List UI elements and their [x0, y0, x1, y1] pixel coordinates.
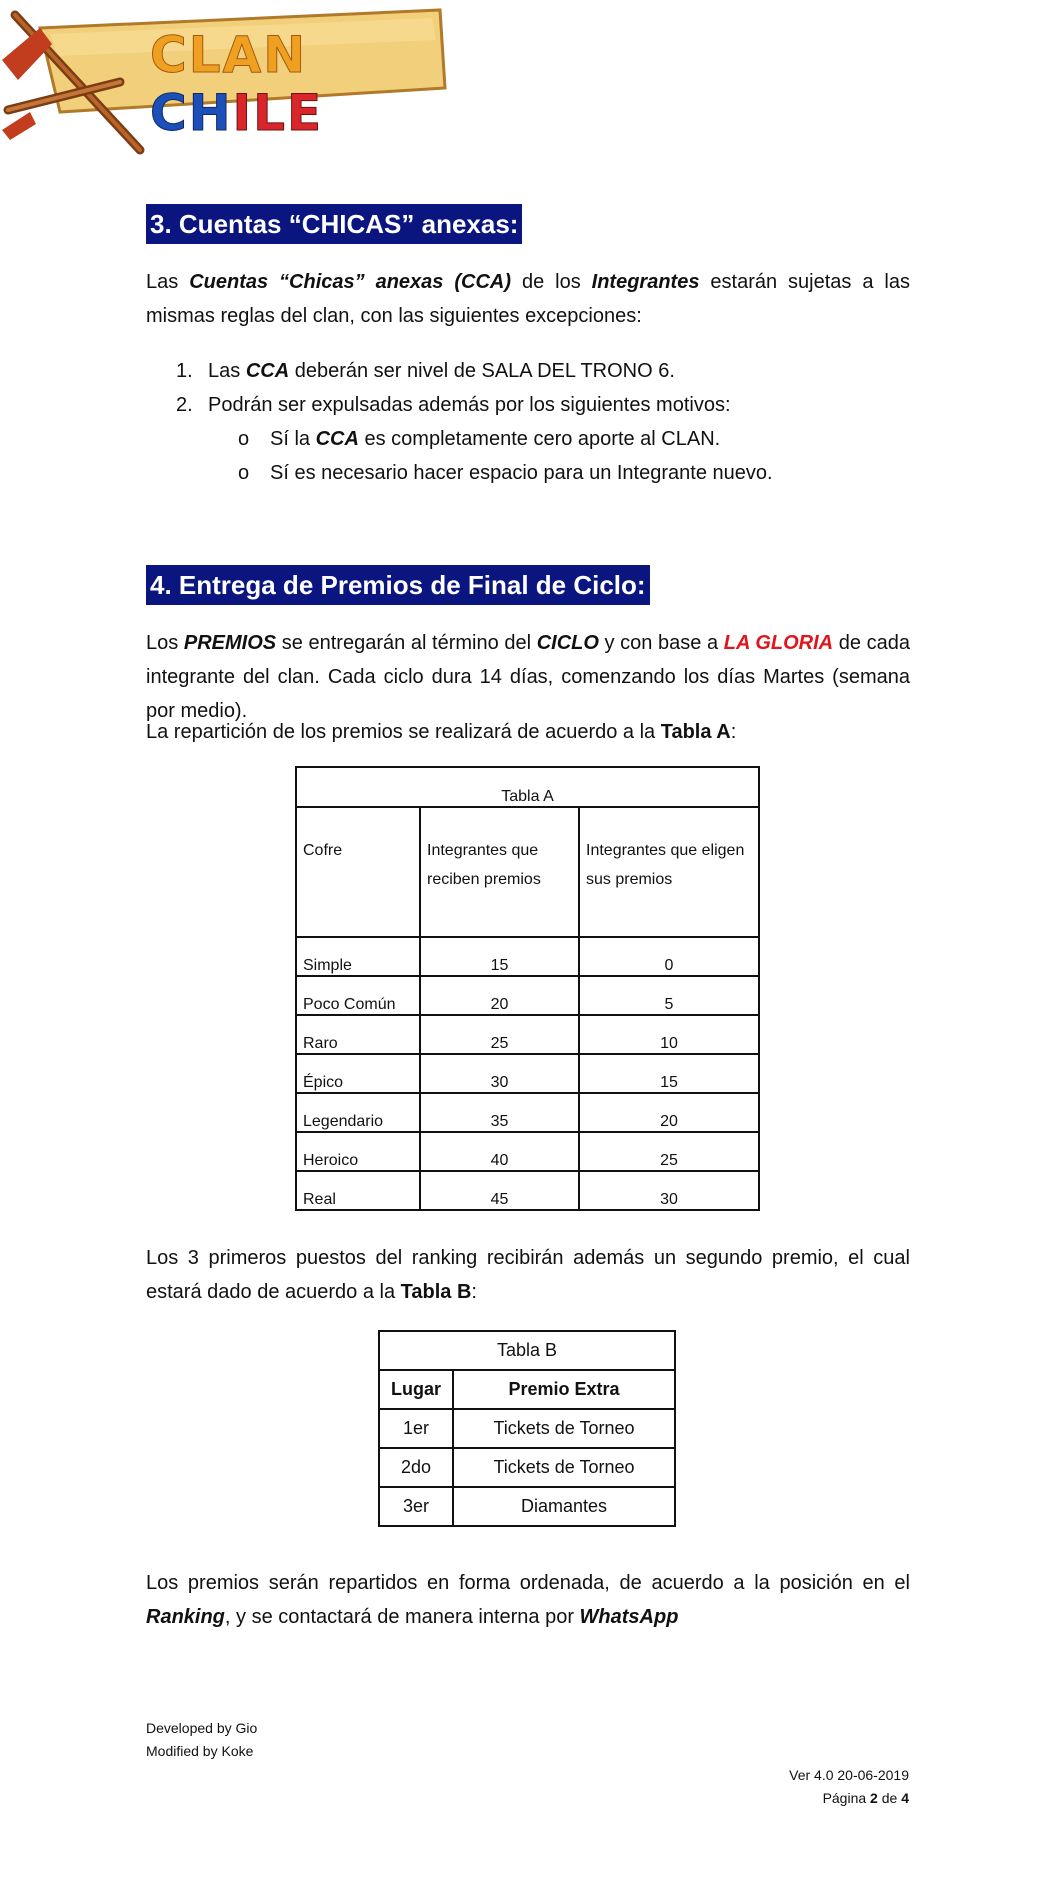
table-row	[296, 1093, 759, 1132]
table-cell: 30	[420, 1054, 579, 1093]
logo-word-ile: ILE	[232, 84, 324, 142]
table-a-title: Tabla A	[296, 767, 759, 807]
table-cell: 2do	[379, 1448, 453, 1487]
section-4-heading: 4. Entrega de Premios de Final de Ciclo:	[146, 565, 650, 605]
table-cell: 30	[579, 1171, 759, 1210]
logo-word-clan: CLAN	[150, 26, 308, 84]
table-cell: 3er	[379, 1487, 453, 1526]
section-3-intro: Las Cuentas “Chicas” anexas (CCA) de los Integrantes estarán sujetas a las mismas reglas del clan, con las siguientes excepciones:	[146, 271, 911, 327]
table-b	[378, 1330, 676, 1527]
table-row	[296, 1171, 759, 1210]
section-4-paragraph-2: La repartición de los premios se realizará de acuerdo a la Tabla A:	[146, 721, 737, 743]
table-row	[296, 937, 759, 976]
table-cell: 15	[579, 1054, 759, 1093]
table-cell: Raro	[296, 1015, 420, 1054]
version-label: Ver 4.0 20-06-2019	[789, 1767, 909, 1783]
table-cell: Tickets de Torneo	[453, 1448, 675, 1487]
table-row	[379, 1448, 675, 1487]
table-cell: 5	[579, 976, 759, 1015]
table-cell: Épico	[296, 1054, 420, 1093]
footer-credits	[146, 1717, 257, 1763]
table-cell: 45	[420, 1171, 579, 1210]
table-a-header: Integrantes que reciben premios	[420, 807, 579, 937]
table-cell: Tickets de Torneo	[453, 1409, 675, 1448]
section-4-paragraph-4: Los premios serán repartidos en forma ordenada, de acuerdo a la posición en el Ranking, y se contactará de manera interna por WhatsApp	[146, 1572, 910, 1628]
modified-by: Modified by Koke	[146, 1743, 254, 1759]
table-cell: 0	[579, 937, 759, 976]
table-cell: Legendario	[296, 1093, 420, 1132]
table-cell: Simple	[296, 937, 420, 976]
table-cell: 1er	[379, 1409, 453, 1448]
table-a	[295, 766, 760, 1211]
clan-chile-logo	[0, 0, 450, 160]
table-row	[296, 1132, 759, 1171]
logo-word-ch: CH	[150, 84, 233, 142]
table-cell: 20	[579, 1093, 759, 1132]
table-cell: Heroico	[296, 1132, 420, 1171]
table-a-header: Cofre	[296, 807, 420, 937]
footer-version	[789, 1764, 909, 1810]
list-item: 1. Las CCA deberán ser nivel de SALA DEL TRONO 6.	[176, 360, 675, 382]
table-cell: 25	[420, 1015, 579, 1054]
table-cell: 25	[579, 1132, 759, 1171]
table-cell: 20	[420, 976, 579, 1015]
table-row	[296, 1054, 759, 1093]
table-cell: 35	[420, 1093, 579, 1132]
table-b-header: Premio Extra	[453, 1370, 675, 1409]
list-item: 2. Podrán ser expulsadas además por los siguientes motivos:	[176, 394, 731, 416]
table-row	[296, 1015, 759, 1054]
section-4-paragraph-1: Los PREMIOS se entregarán al término del CICLO y con base a LA GLORIA de cada integrante del clan. Cada ciclo dura 14 días, comenzando los días Martes (semana por medio).	[146, 632, 910, 722]
section-3-list	[176, 354, 731, 422]
table-cell: Diamantes	[453, 1487, 675, 1526]
table-b-header: Lugar	[379, 1370, 453, 1409]
table-row	[379, 1409, 675, 1448]
table-cell: 40	[420, 1132, 579, 1171]
section-3-heading: 3. Cuentas “CHICAS” anexas:	[146, 204, 522, 244]
table-cell: 15	[420, 937, 579, 976]
table-row	[379, 1487, 675, 1526]
table-cell: Poco Común	[296, 976, 420, 1015]
logo-text	[150, 26, 450, 142]
table-cell: 10	[579, 1015, 759, 1054]
section-3-sublist	[238, 422, 773, 490]
table-row	[296, 976, 759, 1015]
page-number: Página 2 de 4	[822, 1790, 909, 1806]
table-a-header: Integrantes que eligen sus premios	[579, 807, 759, 937]
table-b-title: Tabla B	[379, 1331, 675, 1370]
table-cell: Real	[296, 1171, 420, 1210]
section-4-paragraph-3: Los 3 primeros puestos del ranking recibirán además un segundo premio, el cual estará dado de acuerdo a la Tabla B:	[146, 1247, 910, 1303]
developed-by: Developed by Gio	[146, 1720, 258, 1736]
sublist-item: o Sí es necesario hacer espacio para un Integrante nuevo.	[238, 462, 773, 484]
sublist-item: o Sí la CCA es completamente cero aporte al CLAN.	[238, 428, 721, 450]
